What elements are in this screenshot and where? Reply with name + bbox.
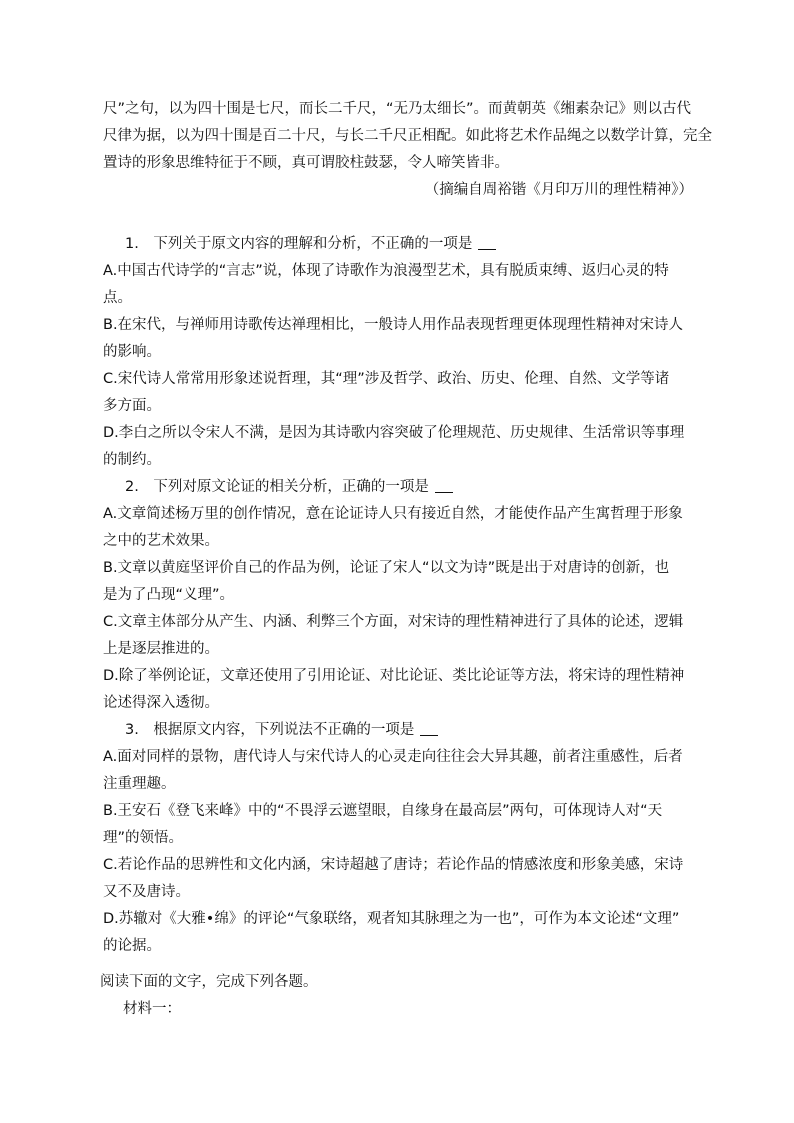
document-body [103, 96, 712, 960]
option-a-cont: 之中的艺术效果。 [103, 533, 219, 549]
option-c: C.若论作品的思辨性和文化内涵，宋诗超越了唐诗；若论作品的情感浓度和形象美感，宋诗 [103, 857, 684, 873]
source-citation: （摘编自周裕锴《月印万川的理性精神》） [424, 182, 693, 198]
material-label: 材料一： [123, 1001, 181, 1017]
question-2 [103, 474, 693, 717]
reading-section [100, 969, 700, 1023]
option-c: C.文章主体部分从产生、内涵、利弊三个方面，对宋诗的理性精神进行了具体的论述，逻辑 [103, 614, 684, 630]
option-a-cont: 注重理趣。 [103, 776, 176, 792]
option-d-cont: 的制约。 [103, 452, 161, 468]
option-a: A.中国古代诗学的“言志”说，体现了诗歌作为浪漫型艺术，具有脱质束缚、返归心灵的特 [103, 263, 669, 279]
option-d-cont: 论述得深入透彻。 [103, 695, 219, 711]
question-1 [103, 231, 693, 474]
option-d: D.苏辙对《大雅•绵》的评论“气象联络，观者知其脉理之为一也”，可作为本文论述“文理” [103, 911, 680, 927]
question-stem: 3. 根据原文内容，下列说法不正确的一项是 [103, 717, 693, 744]
option-d: D.李白之所以令宋人不满，是因为其诗歌内容突破了伦理规范、历史规律、生活常识等事理 [103, 425, 685, 441]
option-c-cont: 上是逐层推进的。 [103, 641, 219, 657]
paragraph-line: 尺”之句，以为四十围是七尺，而长二千尺，“无乃太细长”。而黄朝英《缃素杂记》则以古代 [103, 101, 692, 117]
option-a-cont: 点。 [103, 290, 132, 306]
option-d: D.除了举例论证，文章还使用了引用论证、对比论证、类比论证等方法，将宋诗的理性精神 [103, 668, 685, 684]
option-b-cont: 理”的领悟。 [103, 830, 184, 846]
option-b-cont: 是为了凸现“义理”。 [103, 587, 235, 603]
option-b-cont: 的影响。 [103, 344, 161, 360]
question-stem: 2. 下列对原文论证的相关分析，正确的一项是 [103, 474, 693, 501]
paragraph-line: 置诗的形象思维特征于不顾，真可谓胶柱鼓瑟，令人啼笑皆非。 [103, 155, 509, 171]
top-paragraph [103, 96, 712, 177]
question-stem: 1. 下列关于原文内容的理解和分析，不正确的一项是 [103, 231, 693, 258]
answer-blank[interactable] [420, 720, 438, 736]
option-c-cont: 又不及唐诗。 [103, 884, 190, 900]
option-d-cont: 的论据。 [103, 938, 161, 954]
answer-blank[interactable] [435, 477, 453, 493]
option-c-cont: 多方面。 [103, 398, 161, 414]
option-a: A.文章简述杨万里的创作情况，意在论证诗人只有接近自然，才能使作品产生寓哲理于形象 [103, 506, 683, 522]
paragraph-line: 尺律为据，以为四十围是百二十尺，与长二千尺正相配。如此将艺术作品绳之以数学计算，完全 [103, 128, 712, 144]
option-b: B.在宋代，与禅师用诗歌传达禅理相比，一般诗人用作品表现哲理更体现理性精神对宋诗人 [103, 317, 684, 333]
option-b: B.文章以黄庭坚评价自己的作品为例，论证了宋人“以文为诗”既是出于对唐诗的创新，也 [103, 560, 670, 576]
question-3 [103, 717, 693, 960]
answer-blank[interactable] [478, 234, 496, 250]
option-c: C.宋代诗人常常用形象述说哲理，其“理”涉及哲学、政治、历史、伦理、自然、文学等诸 [103, 371, 670, 387]
option-b: B.王安石《登飞来峰》中的“不畏浮云遮望眼，自缘身在最高层”两句，可体现诗人对“天 [103, 803, 663, 819]
reading-prompt: 阅读下面的文字，完成下列各题。 [100, 974, 318, 990]
option-a: A.面对同样的景物，唐代诗人与宋代诗人的心灵走向往往会大异其趣，前者注重感性，后者 [103, 749, 683, 765]
